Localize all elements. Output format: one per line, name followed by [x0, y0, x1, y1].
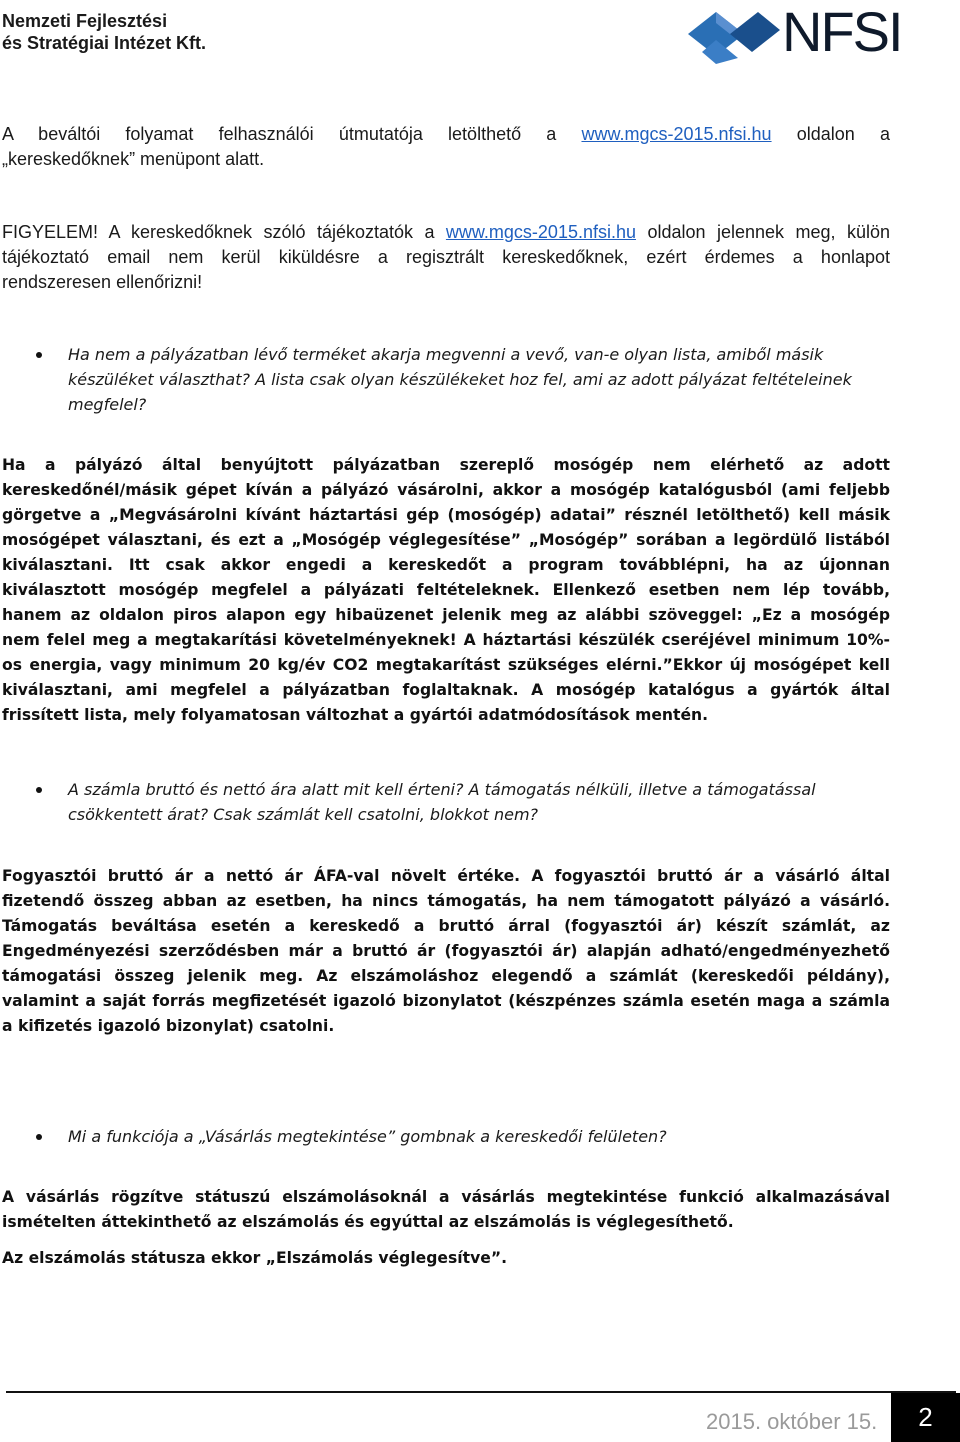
footer-divider — [6, 1391, 956, 1393]
answer-1: Ha a pályázó által benyújtott pályázatban szereplő mosógép nem elérhető az adott kereskedőnél/másik gépet kíván a pályázó vásárolni, akkor a mosógép katalógusból (ami feljebb görgetve a „Megvásárolni kívánt háztartási gép (mosógép) adatai” résznél letölthető) kell másik mosógépet választani, és ezt a „Mosógép véglegesítése” „Mosógép” sorában a legördülő listából kiválasztani. Itt csak akkor engedi a kereskedőt a program továbblépni, ha az újonnan kiválasztott mosógép megfelel a pályázati feltételeknek. Ellenkező esetben nem lép tovább, hanem az oldalon piros alapon egy hibaüzenet jelenik meg az alábbi szöveggel: „Ez a mosógép nem felel meg a megtakarítási követelményeknek! A háztartási készülék cseréjével minimum 10%- os energia, vagy minimum 20 kg/év CO2 megtakarítást szükséges elérni.”Ekkor új mosógépet kell kiválasztani, ami megfelel a pályázatban foglaltaknak. A mosógép katalógus a gyártók által frissített lista, mely folyamatosan változhat a gyártói adatmódosítások mentén. — [2, 456, 890, 724]
intro-paragraph — [2, 122, 890, 172]
bullet-icon — [36, 352, 42, 358]
warning-paragraph — [2, 220, 890, 295]
answer-3: A vásárlás rögzítve státuszú elszámolásoknál a vásárlás megtekintése funkció alkalmazásával ismételten áttekinthető az elszámolás és egyúttal az elszámolás is véglegesíthető. — [2, 1188, 890, 1231]
organization-name — [2, 10, 206, 54]
intro-line-1: A beváltói folyamat felhasználói útmutatója letölthető a www.mgcs-2015.nfsi.hu oldalon a — [2, 124, 890, 144]
answer-2: Fogyasztói bruttó ár a nettó ár ÁFA-val növelt értéke. A fogyasztói bruttó ár a vásárló által fizetendő összeg abban az esetben, ha nincs támogatás, ha nem támogatott pályázó a vásárló. Támogatás beváltása esetén a kereskedő a bruttó árral (fogyasztói ár) készít számlát, az Engedményezési szerződésben már a bruttó ár (fogyasztói ár) alapján adható/engedményezhető támogatási összeg jelenik meg. Az elszámoláshoz elegendő a számlát (kereskedői példány), valamint a saját forrás megfizetését igazoló bizonylatot (készpénzes számla esetén maga a számla a kifizetés igazoló bizonylat) csatolni. — [2, 867, 890, 1035]
organization-name-line2: és Stratégiai Intézet Kft. — [2, 33, 207, 53]
bullet-icon — [36, 1134, 42, 1140]
logo-text: NFSI — [782, 0, 902, 63]
organization-name-line1: Nemzeti Fejlesztési — [2, 11, 168, 31]
website-link[interactable]: www.mgcs-2015.nfsi.hu — [581, 124, 772, 144]
intro-line-2: „kereskedőknek” menüpont alatt. — [2, 149, 265, 169]
website-link-2[interactable]: www.mgcs-2015.nfsi.hu — [445, 222, 637, 242]
question-1: Ha nem a pályázatban lévő terméket akarja megvenni a vevő, van-e olyan lista, amiből másik készüléket választhat? A lista csak olyan készülékeket hoz fel, ami az adott pályázat feltételeinek megfelel? — [68, 345, 852, 414]
page-number: 2 — [891, 1393, 960, 1442]
bullet-icon — [36, 787, 42, 793]
footer-date: 2015. október 15. — [706, 1409, 878, 1434]
warning-line-2: tájékoztató email nem kerül kiküldésre a regisztrált kereskedőknek, ezért érdemes a honlapot — [2, 247, 890, 267]
answer-3-status: Az elszámolás státusza ekkor „Elszámolás véglegesítve”. — [2, 1249, 507, 1267]
question-3: Mi a funkciója a „Vásárlás megtekintése” gombnak a kereskedői felületen? — [68, 1127, 667, 1146]
warning-line-1: FIGYELEM! A kereskedőknek szóló tájékoztatók a www.mgcs-2015.nfsi.hu oldalon jelennek meg, külön — [2, 222, 890, 242]
question-2: A számla bruttó és nettó ára alatt mit kell érteni? A támogatás nélküli, illetve a támogatással csökkentett árat? Csak számlát kell csatolni, blokkot nem? — [68, 780, 816, 824]
warning-line-3: rendszeresen ellenőrizni! — [2, 272, 203, 292]
